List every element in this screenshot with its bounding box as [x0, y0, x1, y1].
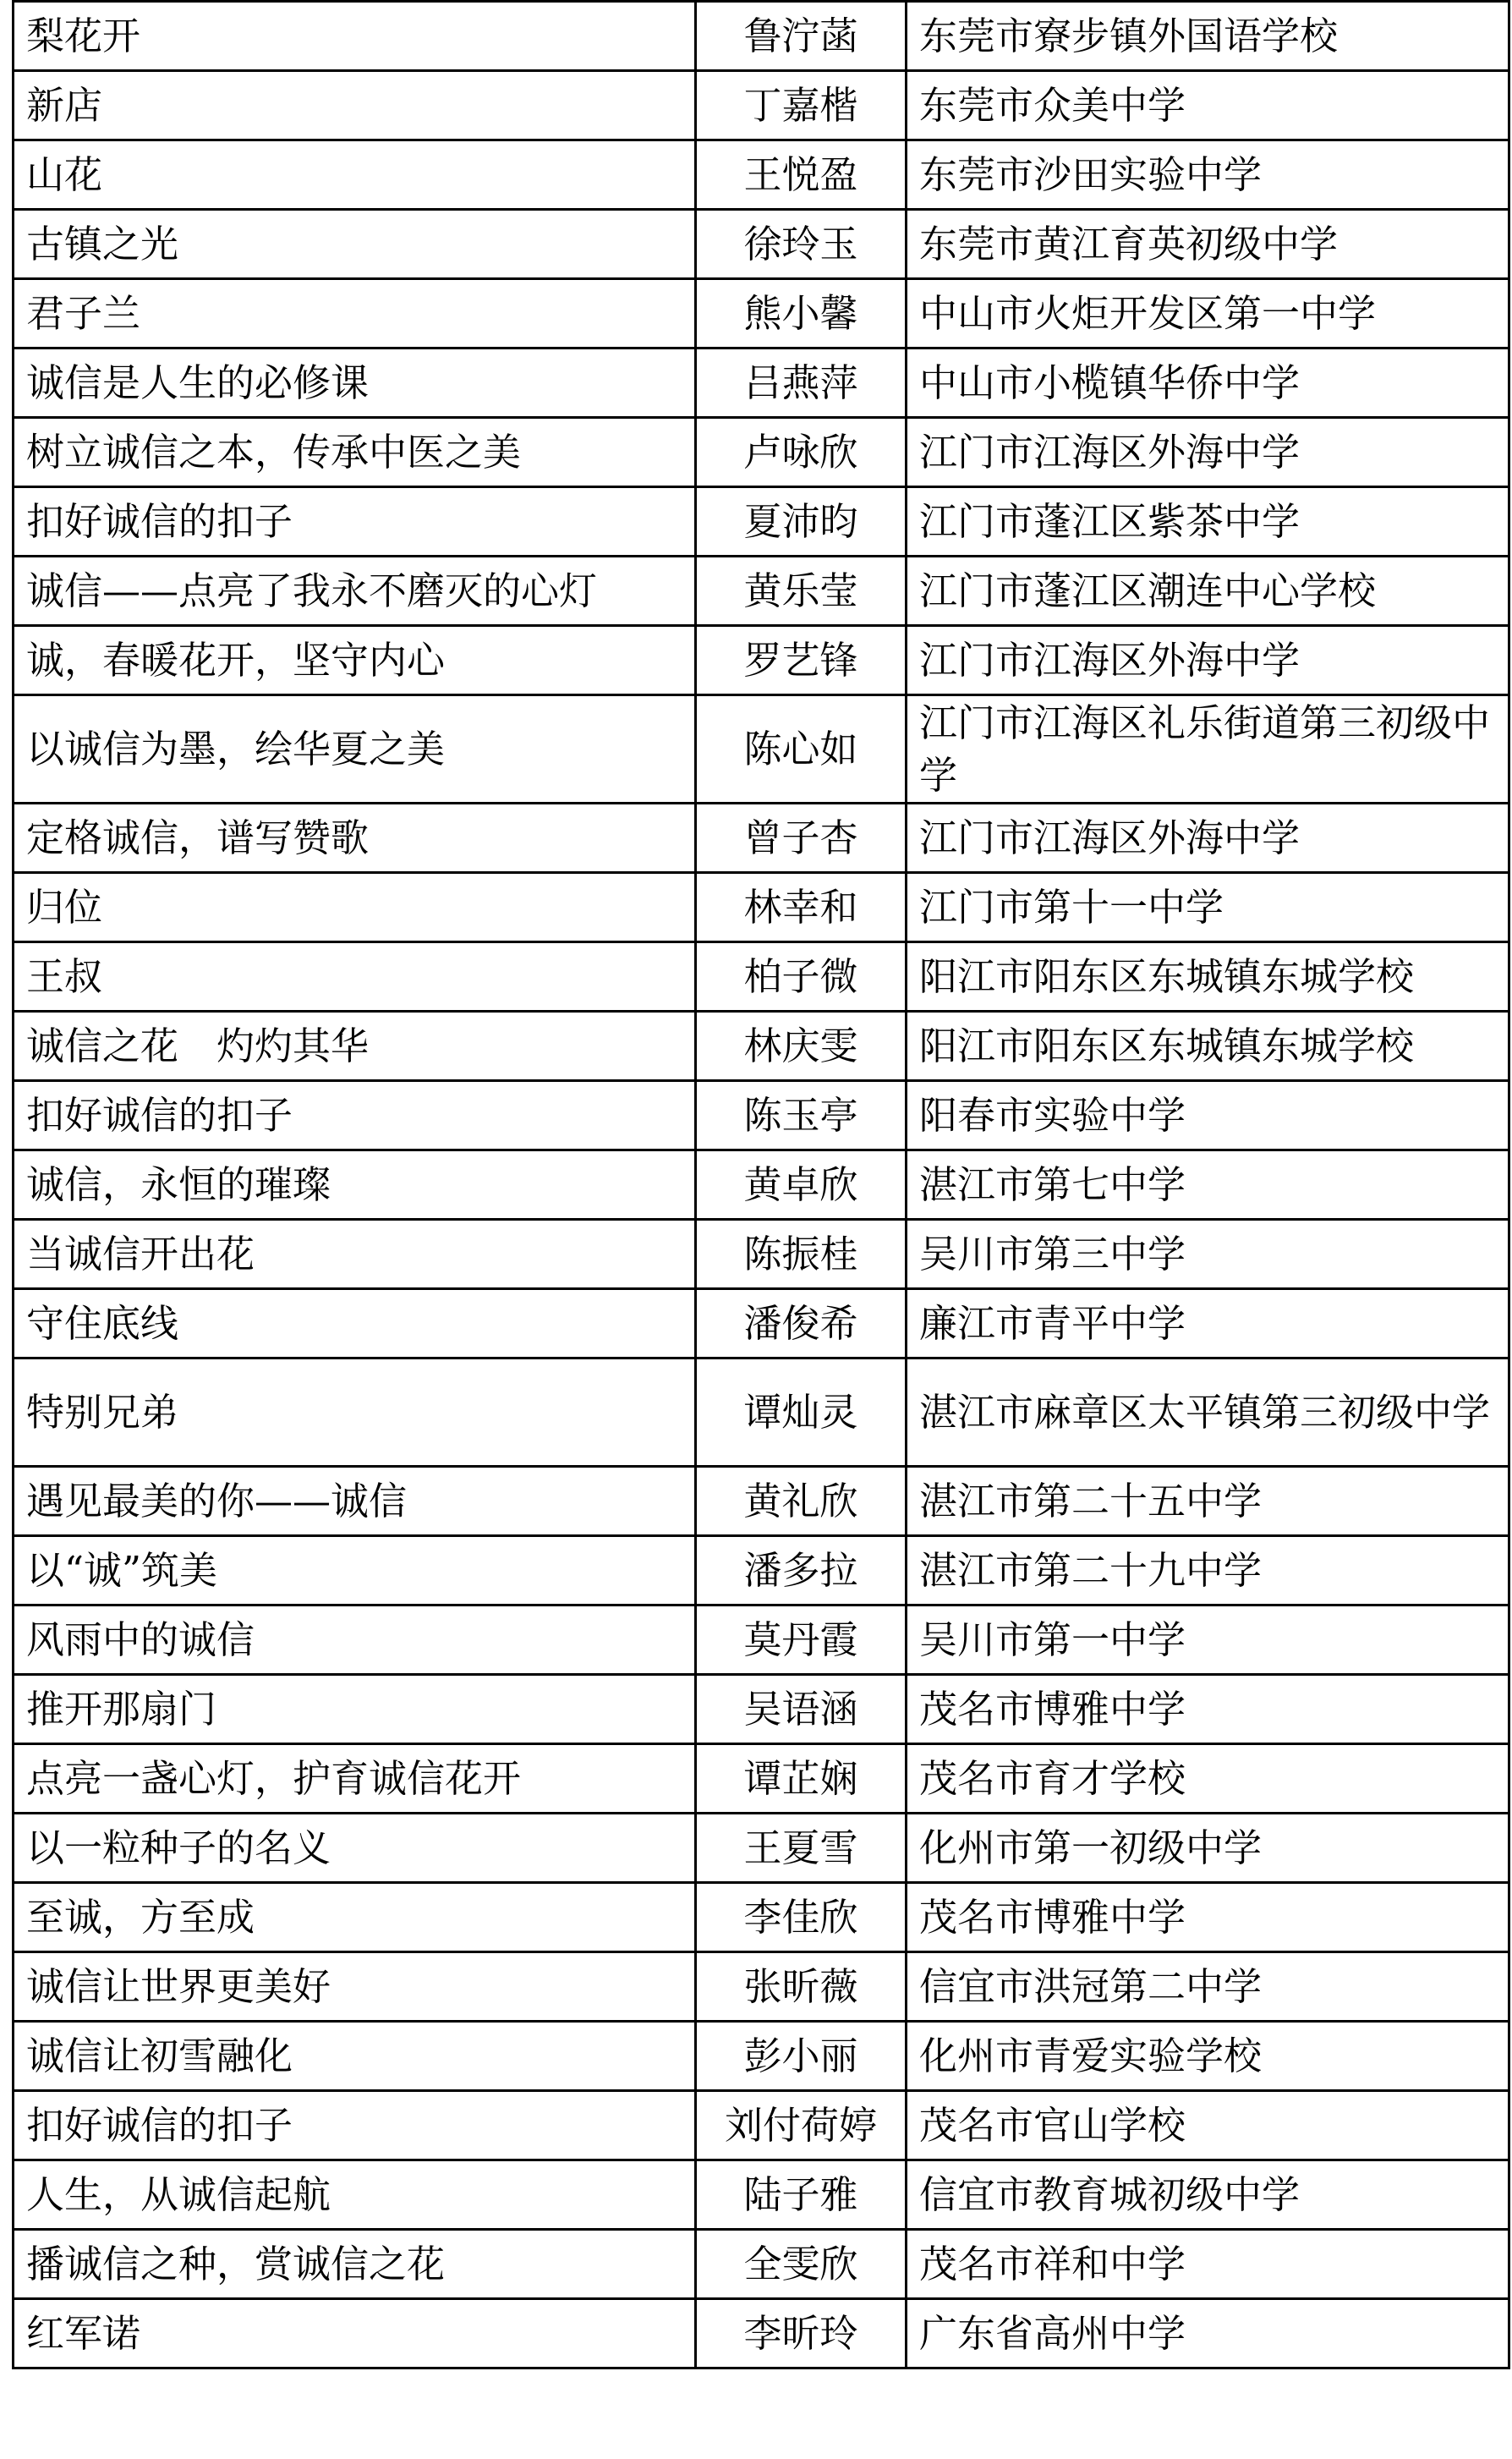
- author-name-cell: 徐玲玉: [696, 210, 907, 279]
- school-name-cell: 广东省高州中学: [907, 2299, 1509, 2368]
- table-row: [14, 71, 1509, 140]
- school-name-cell: 阳江市阳东区东城镇东城学校: [907, 1012, 1509, 1081]
- author-name-cell: 潘俊希: [696, 1289, 907, 1358]
- school-name-cell: 茂名市官山学校: [907, 2091, 1509, 2160]
- essay-title-cell: 以诚信为墨，绘华夏之美: [14, 695, 696, 804]
- school-name-cell: 江门市江海区外海中学: [907, 804, 1509, 873]
- school-name-cell: 湛江市第二十九中学: [907, 1536, 1509, 1605]
- table-row: [14, 1605, 1509, 1675]
- school-name-cell: 湛江市第七中学: [907, 1150, 1509, 1220]
- table-row: [14, 1220, 1509, 1289]
- table-row: [14, 2299, 1509, 2368]
- essay-title-cell: 扣好诚信的扣子: [14, 2091, 696, 2160]
- school-name-cell: 化州市青爱实验学校: [907, 2022, 1509, 2091]
- school-name-cell: 江门市第十一中学: [907, 873, 1509, 942]
- author-name-cell: 全雯欣: [696, 2230, 907, 2299]
- school-name-cell: 湛江市麻章区太平镇第三初级中学: [907, 1358, 1509, 1467]
- essay-title-cell: 红军诺: [14, 2299, 696, 2368]
- table-row: [14, 2, 1509, 71]
- essay-title-cell: 诚信，永恒的璀璨: [14, 1150, 696, 1220]
- school-name-cell: 江门市江海区外海中学: [907, 418, 1509, 487]
- table-row: [14, 418, 1509, 487]
- author-name-cell: 罗艺锋: [696, 626, 907, 695]
- school-name-cell: 信宜市教育城初级中学: [907, 2160, 1509, 2230]
- school-name-cell: 湛江市第二十五中学: [907, 1467, 1509, 1536]
- author-name-cell: 夏沛昀: [696, 487, 907, 557]
- essay-title-cell: 古镇之光: [14, 210, 696, 279]
- essay-title-cell: 遇见最美的你——诚信: [14, 1467, 696, 1536]
- author-name-cell: 李昕玲: [696, 2299, 907, 2368]
- school-name-cell: 化州市第一初级中学: [907, 1814, 1509, 1883]
- author-name-cell: 熊小馨: [696, 279, 907, 349]
- author-name-cell: 陆子雅: [696, 2160, 907, 2230]
- author-name-cell: 谭芷娴: [696, 1744, 907, 1814]
- author-name-cell: 黄礼欣: [696, 1467, 907, 1536]
- essay-title-cell: 以一粒种子的名义: [14, 1814, 696, 1883]
- school-name-cell: 茂名市博雅中学: [907, 1883, 1509, 1952]
- essay-title-cell: 推开那扇门: [14, 1675, 696, 1744]
- essay-title-cell: 风雨中的诚信: [14, 1605, 696, 1675]
- school-name-cell: 中山市火炬开发区第一中学: [907, 279, 1509, 349]
- essay-title-cell: 诚，春暖花开，坚守内心: [14, 626, 696, 695]
- school-name-cell: 江门市江海区外海中学: [907, 626, 1509, 695]
- author-name-cell: 潘多拉: [696, 1536, 907, 1605]
- author-name-cell: 彭小丽: [696, 2022, 907, 2091]
- table-row: [14, 1012, 1509, 1081]
- essay-title-cell: 扣好诚信的扣子: [14, 487, 696, 557]
- essay-title-cell: 梨花开: [14, 2, 696, 71]
- author-name-cell: 丁嘉楷: [696, 71, 907, 140]
- author-name-cell: 林庆雯: [696, 1012, 907, 1081]
- table-row: [14, 1289, 1509, 1358]
- essay-title-cell: 诚信让世界更美好: [14, 1952, 696, 2022]
- essay-title-cell: 特别兄弟: [14, 1358, 696, 1467]
- table-row: [14, 349, 1509, 418]
- author-name-cell: 黄卓欣: [696, 1150, 907, 1220]
- table-row: [14, 2160, 1509, 2230]
- author-name-cell: 吕燕萍: [696, 349, 907, 418]
- essay-title-cell: 扣好诚信的扣子: [14, 1081, 696, 1150]
- author-name-cell: 陈振桂: [696, 1220, 907, 1289]
- essay-title-cell: 以“诚”筑美: [14, 1536, 696, 1605]
- author-name-cell: 王悦盈: [696, 140, 907, 210]
- table-row: [14, 804, 1509, 873]
- table-row: [14, 279, 1509, 349]
- table-row: [14, 210, 1509, 279]
- table-row: [14, 2091, 1509, 2160]
- author-name-cell: 莫丹霞: [696, 1605, 907, 1675]
- award-list-table: [12, 0, 1510, 2369]
- table-row: [14, 2022, 1509, 2091]
- table-row: [14, 1952, 1509, 2022]
- author-name-cell: 刘付荷婷: [696, 2091, 907, 2160]
- award-list-body: [14, 2, 1509, 2368]
- school-name-cell: 茂名市育才学校: [907, 1744, 1509, 1814]
- author-name-cell: 鲁泞菡: [696, 2, 907, 71]
- essay-title-cell: 树立诚信之本，传承中医之美: [14, 418, 696, 487]
- author-name-cell: 卢咏欣: [696, 418, 907, 487]
- table-row: [14, 557, 1509, 626]
- table-row: [14, 1467, 1509, 1536]
- table-row: [14, 942, 1509, 1012]
- table-row: [14, 1883, 1509, 1952]
- school-name-cell: 茂名市博雅中学: [907, 1675, 1509, 1744]
- table-row: [14, 1675, 1509, 1744]
- school-name-cell: 江门市江海区礼乐街道第三初级中学: [907, 695, 1509, 804]
- table-row: [14, 695, 1509, 804]
- author-name-cell: 谭灿灵: [696, 1358, 907, 1467]
- author-name-cell: 黄乐莹: [696, 557, 907, 626]
- essay-title-cell: 新店: [14, 71, 696, 140]
- school-name-cell: 吴川市第三中学: [907, 1220, 1509, 1289]
- school-name-cell: 吴川市第一中学: [907, 1605, 1509, 1675]
- essay-title-cell: 播诚信之种，赏诚信之花: [14, 2230, 696, 2299]
- school-name-cell: 茂名市祥和中学: [907, 2230, 1509, 2299]
- author-name-cell: 陈心如: [696, 695, 907, 804]
- school-name-cell: 江门市蓬江区紫茶中学: [907, 487, 1509, 557]
- essay-title-cell: 诚信让初雪融化: [14, 2022, 696, 2091]
- table-row: [14, 873, 1509, 942]
- author-name-cell: 李佳欣: [696, 1883, 907, 1952]
- table-row: [14, 1358, 1509, 1467]
- essay-title-cell: 诚信之花 灼灼其华: [14, 1012, 696, 1081]
- school-name-cell: 东莞市寮步镇外国语学校: [907, 2, 1509, 71]
- school-name-cell: 中山市小榄镇华侨中学: [907, 349, 1509, 418]
- essay-title-cell: 定格诚信，谱写赞歌: [14, 804, 696, 873]
- school-name-cell: 东莞市黄江育英初级中学: [907, 210, 1509, 279]
- school-name-cell: 信宜市洪冠第二中学: [907, 1952, 1509, 2022]
- school-name-cell: 江门市蓬江区潮连中心学校: [907, 557, 1509, 626]
- table-row: [14, 2230, 1509, 2299]
- school-name-cell: 廉江市青平中学: [907, 1289, 1509, 1358]
- table-row: [14, 1814, 1509, 1883]
- author-name-cell: 王夏雪: [696, 1814, 907, 1883]
- essay-title-cell: 当诚信开出花: [14, 1220, 696, 1289]
- school-name-cell: 东莞市众美中学: [907, 71, 1509, 140]
- author-name-cell: 陈玉亭: [696, 1081, 907, 1150]
- author-name-cell: 林幸和: [696, 873, 907, 942]
- author-name-cell: 吴语涵: [696, 1675, 907, 1744]
- essay-title-cell: 守住底线: [14, 1289, 696, 1358]
- essay-title-cell: 诚信是人生的必修课: [14, 349, 696, 418]
- author-name-cell: 曾子杏: [696, 804, 907, 873]
- table-row: [14, 140, 1509, 210]
- table-row: [14, 1536, 1509, 1605]
- essay-title-cell: 人生，从诚信起航: [14, 2160, 696, 2230]
- essay-title-cell: 点亮一盏心灯，护育诚信花开: [14, 1744, 696, 1814]
- author-name-cell: 柏子微: [696, 942, 907, 1012]
- table-row: [14, 626, 1509, 695]
- school-name-cell: 阳春市实验中学: [907, 1081, 1509, 1150]
- essay-title-cell: 归位: [14, 873, 696, 942]
- essay-title-cell: 君子兰: [14, 279, 696, 349]
- school-name-cell: 东莞市沙田实验中学: [907, 140, 1509, 210]
- essay-title-cell: 至诚，方至成: [14, 1883, 696, 1952]
- table-row: [14, 1744, 1509, 1814]
- table-row: [14, 1150, 1509, 1220]
- essay-title-cell: 诚信——点亮了我永不磨灭的心灯: [14, 557, 696, 626]
- essay-title-cell: 山花: [14, 140, 696, 210]
- table-row: [14, 487, 1509, 557]
- school-name-cell: 阳江市阳东区东城镇东城学校: [907, 942, 1509, 1012]
- table-row: [14, 1081, 1509, 1150]
- essay-title-cell: 王叔: [14, 942, 696, 1012]
- author-name-cell: 张昕薇: [696, 1952, 907, 2022]
